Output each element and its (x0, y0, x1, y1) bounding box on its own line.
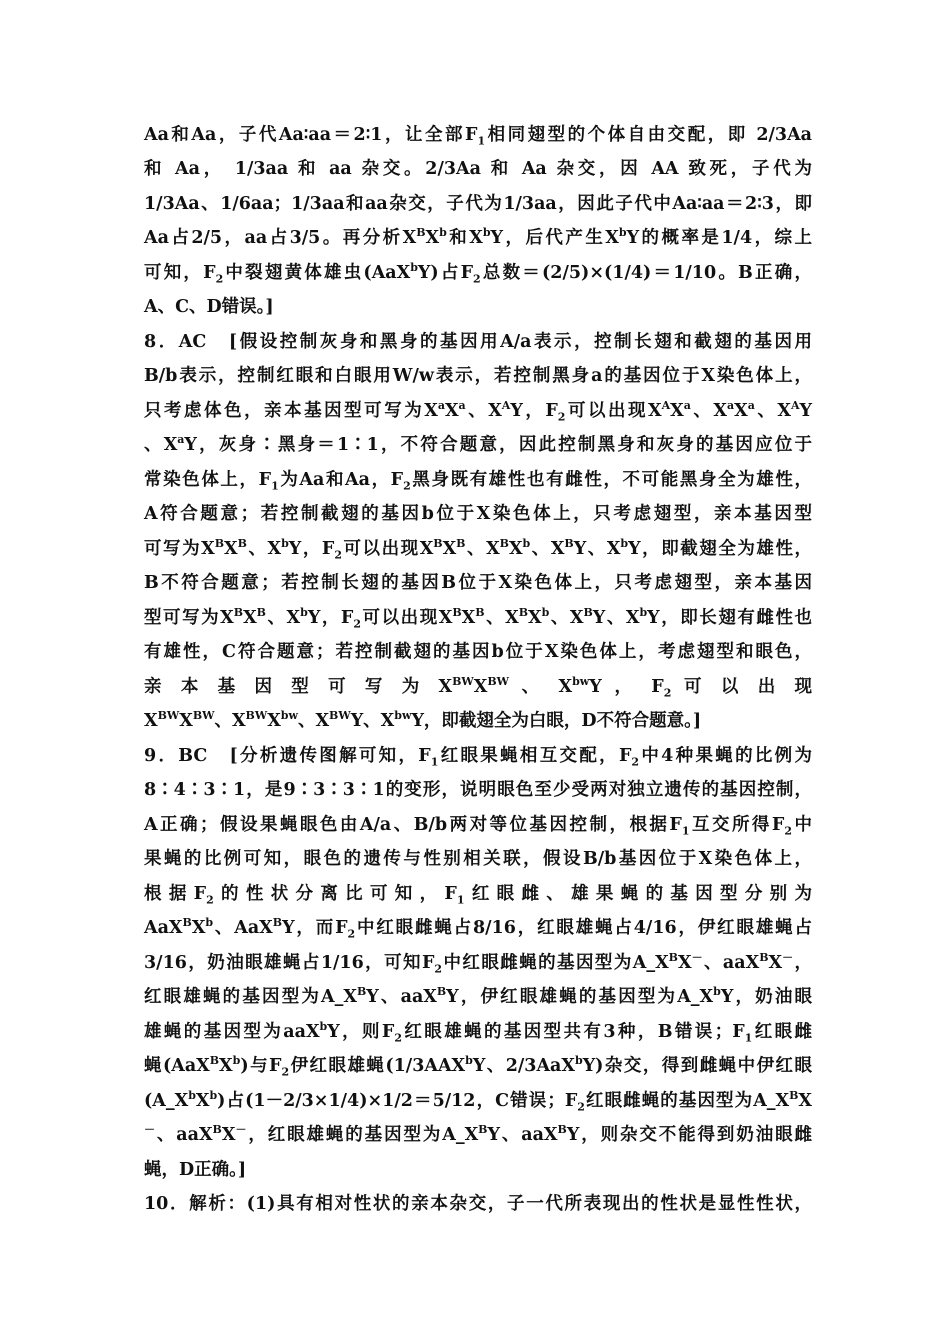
text-line: 果蝇的比例可知，眼色的遗传与性别相关联，假设B/b基因位于X染色体上， (144, 849, 812, 869)
text-line: A正确；假设果蝇眼色由A/a、B/b两对等位基因控制，根据$F_1$互交所得$F_2$中 (144, 815, 812, 838)
text-line: 亲 本 基 因 型 可 写 为 $X^{BW}X^{BW}$ 、 $X^{bw}Y$ ， $F_2$ 可 以 出 现 (144, 675, 813, 700)
text-line: 雄蝇的基因型为aaX$^b$Y，则$F_2$红眼雄蝇的基因型共有3种，B错误；$F_1$红眼雌 (144, 1020, 812, 1045)
text-line: 8．AC [假设控制灰身和黑身的基因用A/a表示，控制长翅和截翅的基因用 (144, 332, 812, 352)
text-line: B不符合题意；若控制长翅的基因B位于X染色体上，只考虑翅型，亲本基因 (144, 573, 812, 593)
text-line: 10．解析：(1)具有相对性状的亲本杂交，子一代所表现出的性状是显性性状， (144, 1194, 812, 1214)
text-line: 、$X^aY$，灰身∶黑身＝1∶1，不符合题意，因此控制黑身和灰身的基因应位于 (144, 433, 813, 455)
text-line: A符合题意；若控制截翅的基因b位于X染色体上，只考虑翅型，亲本基因型 (144, 504, 812, 524)
text-line: 型可写为$X^BX^B$、$X^bY$，$F_2$可以出现$X^BX^B$、$X^BX^b$、$X^BY$、$X^bY$，即长翅有雌性也 (144, 606, 813, 631)
text-line: 蝇，D正确。] (144, 1160, 247, 1180)
text-line: 只考虑体色，亲本基因型可写为$X^aX^a$、$X^AY$，$F_2$可以出现$X^AX^a$、$X^aX^a$、$X^AY$ (144, 399, 813, 424)
text-line: Aa占2/5，aa占3/5。再分析$X^BX^b$和$X^bY$，后代产生$X^bY$的概率是1/4，综上 (144, 226, 812, 248)
text-line: 可知，$F_2$中裂翅黄体雄虫(AaX$^b$Y)占$F_2$总数＝(2/5)×(1/4)＝1/10。B正确， (144, 261, 812, 286)
text-line: $(A\_X^bX^b)$占(1－2/3×1/4)×1/2＝5/12，C错误；$F_2$红眼雌蝇的基因型为$A\_X^BX$ (144, 1089, 812, 1114)
text-line: 1/3Aa、1/6aa；1/3aa和aa杂交，子代为1/3aa，因此子代中Aa∶aa＝2∶3，即 (144, 194, 812, 214)
text-line: 9．BC [分析遗传图解可知，$F_1$红眼果蝇相互交配，$F_2$中4种果蝇的比例为 (144, 746, 812, 769)
text-line: －、aaX$^B$X－，红眼雄蝇的基因型为$A\_X^BY$、aaX$^B$Y，则杂交不能得到奶油眼雌 (144, 1123, 812, 1145)
text-line: 常染色体上，$F_1$为Aa和Aa，$F_2$黑身既有雄性也有雌性，不可能黑身全为雄性， (144, 470, 812, 493)
text-line: 和 Aa， 1/3aa 和 aa 杂交。2/3Aa 和 Aa 杂交，因 AA 致死，子代为 (144, 159, 812, 179)
text-line: 3/16，奶油眼雄蝇占1/16，可知$F_2$中红眼雌蝇的基因型为$A\_X^BX^-$、aaX$^B$X－， (144, 951, 813, 976)
text-line: 8∶4∶3∶1，是9∶3∶3∶1的变形，说明眼色至少受两对独立遗传的基因控制， (144, 780, 812, 800)
text-line: 蝇$(AaX^BX^b)$与$F_2$伊红眼雄蝇(1/3AAX$^b$Y、2/3AaX$^b$Y)杂交，得到雌蝇中伊红眼 (144, 1054, 812, 1079)
text-line: 可写为$X^BX^B$、$X^bY$，$F_2$可以出现$X^BX^B$、$X^BX^b$、$X^BY$、$X^bY$，即截翅全为雄性， (144, 537, 813, 562)
text-line: B/b表示，控制红眼和白眼用W/w表示，若控制黑身a的基因位于X染色体上， (144, 366, 812, 386)
text-line: A、C、D错误。] (144, 297, 274, 317)
text-line: Aa和Aa，子代Aa∶aa＝2∶1，让全部$F_1$相同翅型的个体自由交配，即 2/3Aa (144, 125, 812, 148)
text-line: $X^{BW}X^{BW}$、$X^{BW}X^{bw}$、$X^{BW}Y$、$X^{bw}Y$，即截翅全为白眼，D不符合题意。] (144, 709, 702, 731)
text-line: $AaX^BX^b$、AaX$^B$Y，而$F_2$中红眼雌蝇占8/16，红眼雄蝇占4/16，伊红眼雄蝇占 (144, 916, 813, 941)
text-line: 红眼雄蝇的基因型为$A\_X^BY$、aaX$^B$Y，伊红眼雄蝇的基因型为$A\_X^bY$，奶油眼 (144, 985, 813, 1007)
text-line: 有雄性，C符合题意；若控制截翅的基因b位于X染色体上，考虑翅型和眼色， (144, 642, 812, 662)
text-line: 根据$F_2$的性状分离比可知，$F_1$红眼雌、雄果蝇的基因型分别为 (144, 884, 812, 907)
